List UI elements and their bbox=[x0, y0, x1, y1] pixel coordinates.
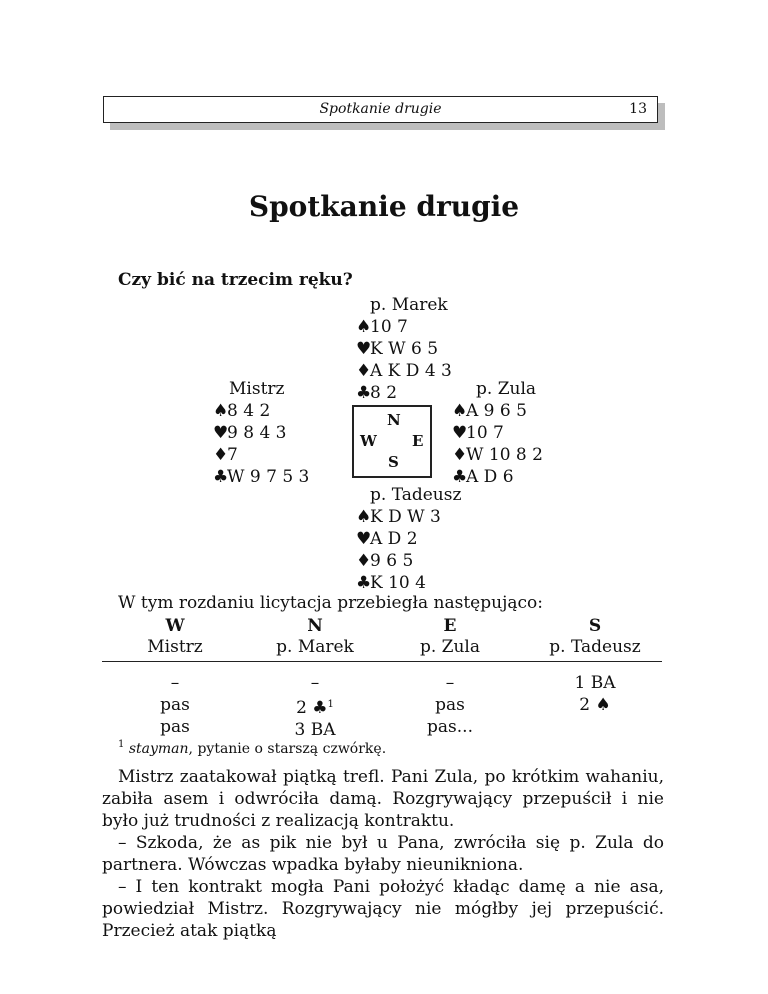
bids-north bbox=[255, 672, 375, 741]
south-diamonds: 9 6 5 bbox=[370, 551, 414, 571]
bid: pas bbox=[160, 695, 190, 715]
east-spades: A 9 6 5 bbox=[466, 401, 527, 421]
diamond-icon: ♦ bbox=[356, 551, 372, 571]
bid: – bbox=[445, 673, 455, 693]
footnote-ref: 1 bbox=[327, 699, 334, 710]
heart-icon: ♥ bbox=[452, 423, 468, 443]
heart-icon: ♥ bbox=[356, 529, 372, 549]
auction-header-west bbox=[120, 616, 230, 658]
chapter-title: Spotkanie drugie bbox=[248, 190, 520, 223]
west-clubs: W 9 7 5 3 bbox=[227, 467, 310, 487]
bid: 1 BA bbox=[574, 673, 616, 693]
south-player: p. Tadeusz bbox=[370, 485, 462, 505]
seat-north: N bbox=[307, 616, 323, 636]
club-icon: ♣ bbox=[356, 573, 372, 593]
east-diamonds: W 10 8 2 bbox=[466, 445, 543, 465]
north-player: p. Marek bbox=[370, 295, 448, 315]
club-icon: ♣ bbox=[213, 467, 229, 487]
page-number: 13 bbox=[629, 101, 647, 117]
west-diamonds: 7 bbox=[227, 445, 238, 465]
bid bbox=[530, 716, 660, 738]
running-header bbox=[103, 96, 658, 123]
bid: pas bbox=[160, 717, 190, 737]
diamond-icon: ♦ bbox=[356, 361, 372, 381]
seat-east: E bbox=[443, 616, 457, 636]
diamond-icon: ♦ bbox=[213, 445, 229, 465]
footnote bbox=[118, 739, 386, 757]
footnote-mark: 1 bbox=[118, 739, 125, 750]
compass-north: N bbox=[387, 411, 401, 429]
bid: pas bbox=[435, 695, 465, 715]
auction-divider bbox=[102, 661, 662, 662]
east-hand bbox=[452, 378, 543, 488]
bid: 2 ♣ bbox=[296, 698, 328, 718]
club-icon: ♣ bbox=[356, 383, 372, 403]
west-hand bbox=[213, 378, 309, 488]
seat-west: W bbox=[165, 616, 185, 636]
west-player: Mistrz bbox=[229, 379, 285, 399]
spade-icon: ♠ bbox=[452, 401, 468, 421]
footnote-text: , pytanie o starszą czwórkę. bbox=[188, 741, 387, 757]
heart-icon: ♥ bbox=[213, 423, 229, 443]
bid: pas... bbox=[427, 717, 473, 737]
body-text bbox=[102, 766, 664, 942]
compass-box bbox=[352, 405, 432, 478]
compass-south: S bbox=[388, 453, 399, 471]
north-diamonds: A K D 4 3 bbox=[370, 361, 452, 381]
bid: 3 BA bbox=[294, 720, 336, 740]
north-hearts: K W 6 5 bbox=[370, 339, 439, 359]
bids-south bbox=[530, 672, 660, 738]
east-hearts: 10 7 bbox=[466, 423, 504, 443]
heart-icon: ♥ bbox=[356, 339, 372, 359]
south-clubs: K 10 4 bbox=[370, 573, 426, 593]
seat-south-player: p. Tadeusz bbox=[549, 637, 641, 657]
compass-east: E bbox=[412, 432, 424, 450]
south-hearts: A D 2 bbox=[370, 529, 418, 549]
section-title: Czy bić na trzecim ręku? bbox=[118, 270, 353, 290]
club-icon: ♣ bbox=[452, 467, 468, 487]
footnote-term: stayman bbox=[128, 741, 189, 757]
auction-header-north bbox=[255, 616, 375, 658]
spade-icon: ♠ bbox=[213, 401, 229, 421]
auction-intro: W tym rozdaniu licytacja przebiegła następująco: bbox=[118, 593, 543, 613]
paragraph: – I ten kontrakt mogła Pani położyć kładąc damę a nie asa, powiedział Mistrz. Rozgrywający nie mógłby jej przepuścić. Przecież atak piątką bbox=[102, 877, 664, 941]
west-spades: 8 4 2 bbox=[227, 401, 271, 421]
seat-south: S bbox=[588, 616, 602, 636]
paragraph: – Szkoda, że as pik nie był u Pana, zwróciła się p. Zula do partnera. Wówczas wpadka byłaby nieunikniona. bbox=[102, 833, 664, 875]
diamond-icon: ♦ bbox=[452, 445, 468, 465]
spade-icon: ♠ bbox=[356, 317, 372, 337]
bid: – bbox=[170, 673, 180, 693]
north-hand bbox=[356, 294, 452, 404]
east-player: p. Zula bbox=[476, 379, 537, 399]
bid: – bbox=[310, 673, 320, 693]
bid: 2 ♠ bbox=[579, 695, 611, 715]
bids-west bbox=[120, 672, 230, 738]
auction-header-east bbox=[395, 616, 505, 658]
bids-east bbox=[395, 672, 505, 738]
compass-west: W bbox=[360, 432, 377, 450]
north-spades: 10 7 bbox=[370, 317, 408, 337]
seat-north-player: p. Marek bbox=[276, 637, 354, 657]
south-spades: K D W 3 bbox=[370, 507, 441, 527]
auction-header-south bbox=[530, 616, 660, 658]
east-clubs: A D 6 bbox=[466, 467, 514, 487]
paragraph: Mistrz zaatakował piątką trefl. Pani Zula, po krótkim wahaniu, zabiła asem i odwróciła damą. Rozgrywający przepuścił i nie było już trudności z realizacją kontraktu. bbox=[102, 767, 664, 831]
seat-east-player: p. Zula bbox=[419, 637, 481, 657]
spade-icon: ♠ bbox=[356, 507, 372, 527]
running-title: Spotkanie drugie bbox=[319, 101, 442, 117]
south-hand bbox=[356, 484, 461, 594]
seat-west-player: Mistrz bbox=[147, 637, 203, 657]
north-clubs: 8 2 bbox=[370, 383, 398, 403]
west-hearts: 9 8 4 3 bbox=[227, 423, 287, 443]
